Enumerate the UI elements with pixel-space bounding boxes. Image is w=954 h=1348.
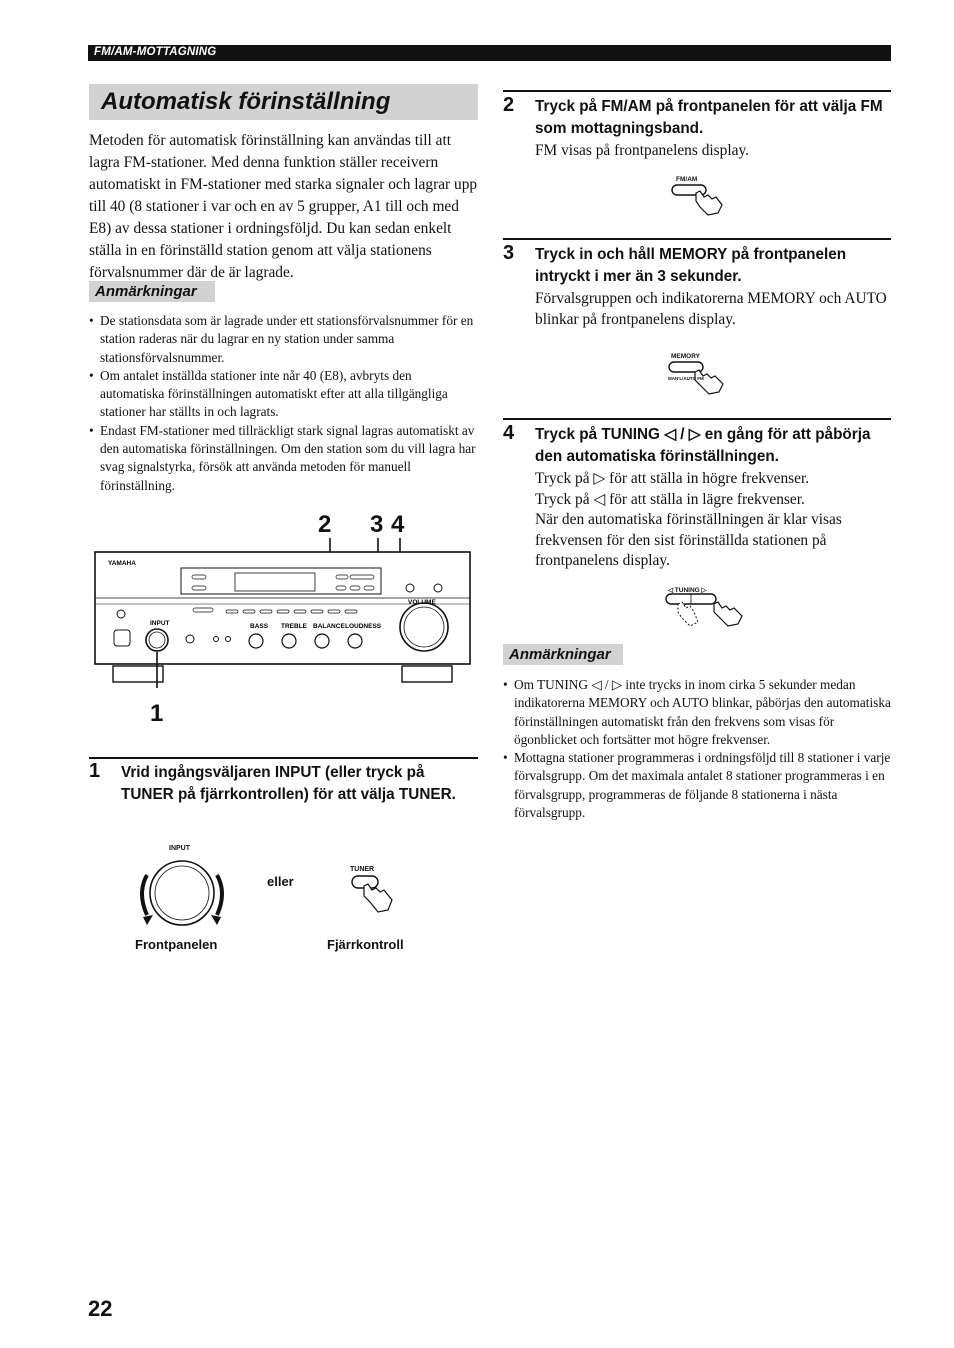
note-item: • Endast FM-stationer med tillräckligt stark signal lagras automatiskt av den automatiska förinställningen. Om den station som du vill lagra har svag signalstyrka, försök att använda metoden för manuell förinställning. <box>89 422 479 495</box>
fm-am-button-label: FM/AM <box>676 176 698 183</box>
input-knob-icon <box>135 853 245 933</box>
title-box <box>89 84 478 120</box>
step3-body: Förvalsgruppen och indikatorerna MEMORY och AUTO blinkar på frontpanelens display. <box>535 290 887 328</box>
fm-am-button-press-icon <box>670 183 726 217</box>
step4-body-line: Tryck på ◁ för att ställa in lägre frekvenser. <box>535 490 805 508</box>
callout-3: 3 <box>370 511 384 538</box>
step2-number: 2 <box>503 94 515 116</box>
svg-text:BALANCE: BALANCE <box>313 623 345 630</box>
note-item: • Mottagna stationer programmeras i ordningsföljd till 8 stationer i varje förvalsgrupp. Om det maximala antalet 8 stationer programmeras i en förvalsgrupp, programmeras de följande 8 stationerna i nästa förvalsgrupp. <box>503 749 893 822</box>
step4-body-line: Tryck på ▷ för att ställa in högre frekvenser. <box>535 470 810 487</box>
step2-rule <box>503 90 891 92</box>
step3-heading: Tryck in och håll MEMORY på frontpanelen intryckt i mer än 3 sekunder. <box>535 246 847 285</box>
brand-logo: YAMAHA <box>108 560 136 567</box>
note-item: • De stationsdata som är lagrade under ett stationsförvalsnummer för en station raderas när du lagrar en ny station under samma stationsförvalsnummer. <box>89 312 479 367</box>
page-number: 22 <box>88 1296 113 1321</box>
step4-body <box>535 469 890 572</box>
callout-4: 4 <box>391 511 405 538</box>
notes-list-right <box>503 676 893 822</box>
step3-number: 3 <box>503 242 515 264</box>
svg-text:TREBLE: TREBLE <box>281 623 307 630</box>
notes-list-left <box>89 312 479 495</box>
notes-label-left: Anmärkningar <box>89 281 215 302</box>
step1-number: 1 <box>89 760 101 782</box>
memory-button-sublabel: MAN'L/AUTO FM <box>668 376 704 381</box>
note-item: • Om antalet inställda stationer inte når 40 (E8), avbryts den automatiska förinställningen automatiskt efter att alla tillgängliga stationer har ställts in och lagrats. <box>89 367 479 422</box>
intro-paragraph: Metoden för automatisk förinställning kan användas till att lagra FM-stationer. Med denna funktion ställer receivern automatiskt in FM-stationer med starka signaler och lagrar upp till 40 (8 stationer i var och en av 5 grupper, A1 till och med E8) av dessa stationer i ordningsföljd. Du kan sedan enkelt ställa in en förinställd station genom att välja stationens förvalsnummer där de är lagrade. <box>89 132 478 281</box>
step4-heading: Tryck på TUNING ◁ / ▷ en gång för att påbörja den automatiska förinställningen. <box>535 426 871 465</box>
step1-heading: Vrid ingångsväljaren INPUT (eller tryck på TUNER på fjärrkontrollen) för att välja TUNER. <box>121 764 456 803</box>
or-text: eller <box>267 874 294 889</box>
tuning-button-label: ◁ TUNING ▷ <box>668 587 707 594</box>
notes-label-right: Anmärkningar <box>503 644 623 665</box>
step2-body: FM visas på frontpanelens display. <box>535 142 750 159</box>
svg-text:LOUDNESS: LOUDNESS <box>345 623 382 630</box>
svg-text:INPUT: INPUT <box>150 620 170 627</box>
receiver-front-panel-illustration <box>88 538 483 688</box>
caption-front-panel: Frontpanelen <box>135 937 218 952</box>
step2-heading: Tryck på FM/AM på frontpanelen för att välja FM som mottagningsband. <box>535 98 883 137</box>
callout-2: 2 <box>318 511 332 538</box>
svg-text:BASS: BASS <box>250 623 269 630</box>
input-knob-label: INPUT <box>169 845 190 852</box>
callout-1: 1 <box>150 700 164 727</box>
svg-text:VOLUME: VOLUME <box>408 599 436 606</box>
step3-rule <box>503 238 891 240</box>
tuning-button-press-icon <box>664 592 748 630</box>
step4-rule <box>503 418 891 420</box>
memory-button-label: MEMORY <box>671 353 701 360</box>
step1-rule <box>89 757 478 759</box>
step4-body-line: När den automatiska förinställningen är klar visas frekvensen för den sist förinställda stationen på frontpanelens display. <box>535 511 842 569</box>
section-header-text: FM/AM-MOTTAGNING <box>94 46 217 58</box>
section-header-bar <box>88 45 891 61</box>
step4-number: 4 <box>503 422 515 444</box>
page-title: Automatisk förinställning <box>101 88 391 115</box>
tuner-button-label: TUNER <box>350 866 375 873</box>
tuner-button-press-icon <box>350 874 400 914</box>
caption-remote: Fjärrkontroll <box>327 937 404 952</box>
note-item: • Om TUNING ◁ / ▷ inte trycks in inom cirka 5 sekunder medan indikatorerna MEMORY och AUTO blinkar, påbörjas den automatiska förinställningen automatiskt från den frekvens som visas för ögonblicket och fortsätter mot högre frekvenser. <box>503 676 893 749</box>
